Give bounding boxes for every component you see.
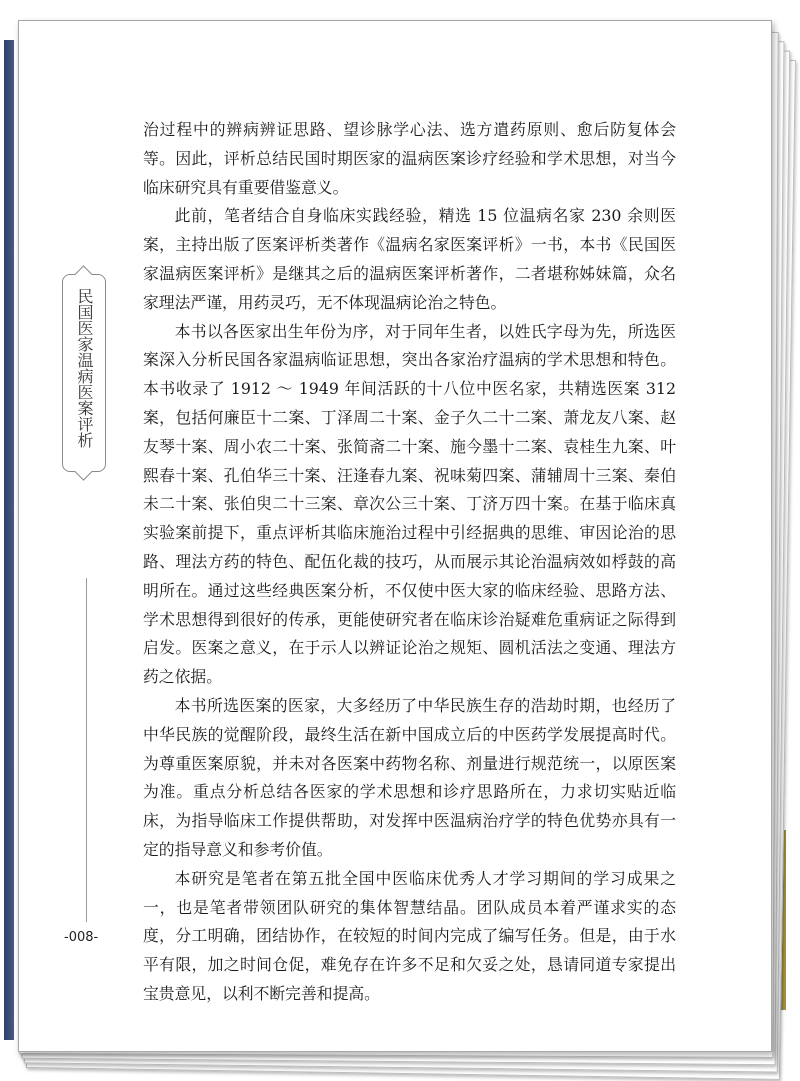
running-header (62, 274, 106, 474)
paragraph: 本研究是笔者在第五批全国中医临床优秀人才学习期间的学习成果之一，也是笔者带领团队研究的集体智慧结晶。团队成员本着严谨求实的态度，分工明确，团结协作，在较短的时间内完成了编写任务。但是，由于水平有限，加之时间仓促，难免存在许多不足和欠妥之处，恳请同道专家提出宝贵意见，以利不断完善和提高。 (143, 868, 676, 1003)
paragraph: 本书以各医家出生年份为序，对于同年生者，以姓氏字母为先，所选医案深入分析民国各家温病临证思想，突出各家治疗温病的学术思想和特色。本书收录了 1912 ～ 1949 年间活跃的十八位中医名家，共精选医案 312 案，包括何廉臣十二案、丁泽周二十案、金子久二十二案、萧龙友八案、赵友琴十案、周小农二十案、张简斋二十案、施今墨十二案、袁桂生九案、叶熙春十案、孔伯华三十案、汪逢春九案、祝味菊四案、蒲辅周十三案、秦伯未二十案、张伯臾二十三案、章次公三十案、丁济万四十案。在基于临床真实验案前提下，重点评析其临床施治过程中引经据典的思维、审因论治的思路、理法方药的特色、配伍化裁的技巧，从而展示其论治温病效如桴鼓的高明所在。通过这些经典医案分析，不仅使中医大家的临床经验、思路方法、学术思想得到很好的传承，更能使研究者在临床诊治疑难危重病证之际得到启发。医案之意义，在于示人以辨证论治之规矩、圆机活法之变通、理法方药之依据。 (143, 321, 676, 687)
paragraph: 此前，笔者结合自身临床实践经验，精选 15 位温病名家 230 余则医案，主持出版了医案评析类著作《温病名家医案评析》一书，本书《民国医家温病医案评析》是继其之后的温病医案评析著作，二者堪称姊妹篇，众名家理法严谨，用药灵巧，无不体现温病论治之特色。 (143, 206, 676, 312)
body-text (143, 116, 676, 1009)
book-title-vertical: 民国医家温病医案评析 (75, 288, 94, 448)
paragraph: 本书所选医案的医家，大多经历了中华民族生存的浩劫时期，也经历了中华民族的觉醒阶段，最终生活在新中国成立后的中医药学发展提高时代。为尊重医案原貌，并未对各医案中药物名称、剂量进行规范统一，以原医案为准。重点分析总结各医家的学术思想和诊疗思路所在，力求切实贴近临床，为指导临床工作提供帮助，对发挥中医温病治疗学的特色优势亦具有一定的指导意义和参考价值。 (143, 695, 676, 859)
paragraph: 治过程中的辨病辨证思路、望诊脉学心法、选方遣药原则、愈后防复体会等。因此，评析总结民国时期医家的温病医案诊疗经验和学术思想，对当今临床研究具有重要借鉴意义。 (143, 120, 676, 197)
page-number: -008- (64, 930, 99, 945)
book-edge-left (4, 40, 14, 1040)
margin-rule (86, 578, 87, 922)
